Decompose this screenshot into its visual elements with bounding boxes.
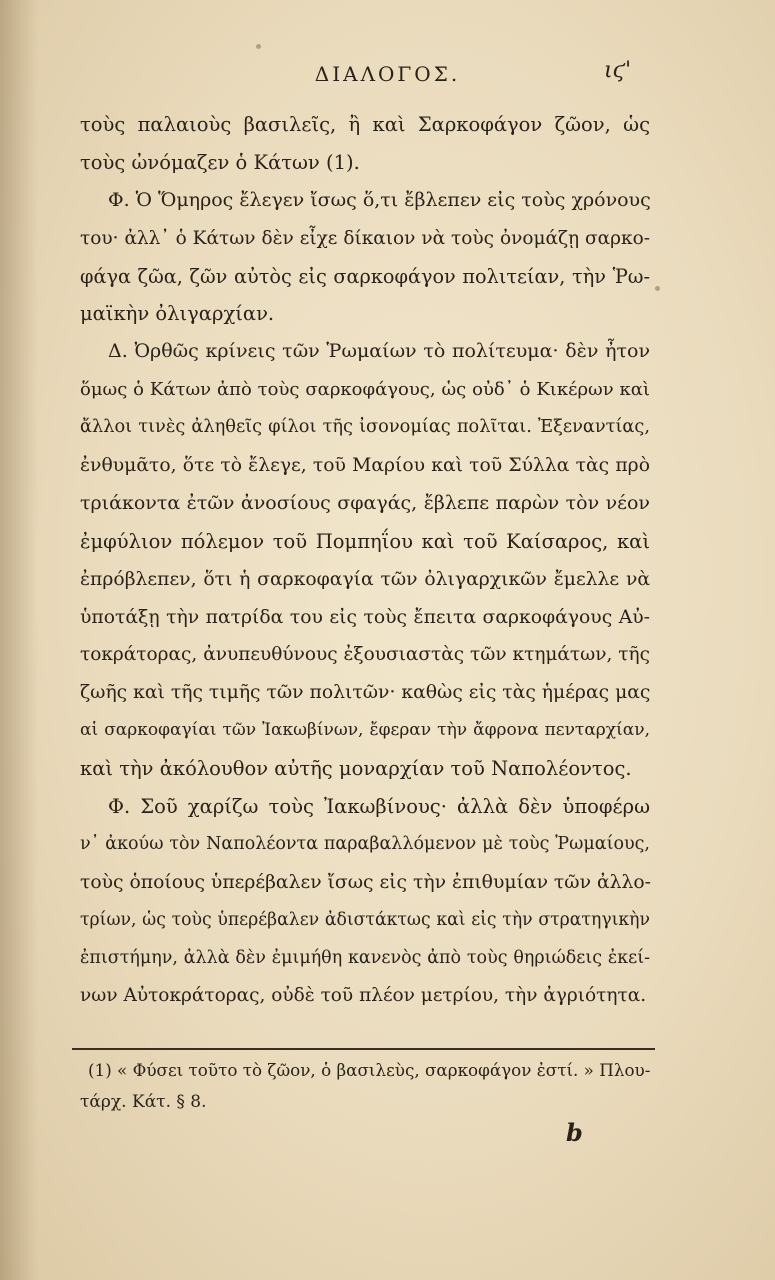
text-line: τοὺς ὁποίους ὑπερέβαλεν ἴσως εἰς τὴν ἐπιθυμίαν τῶν ἀλλο- (80, 871, 651, 893)
text-line: τρίων, ὡς τοὺς ὑπερέβαλεν ἀδιστάκτως καὶ εἰς τὴν στρατηγικὴν (80, 909, 650, 930)
text-line: τοὺς παλαιοὺς βασιλεῖς, ἢ καὶ Σαρκοφάγον ζῶον, ὡς (80, 113, 650, 136)
text-line: τοκράτορας, ἀνυπευθύνους ἐξουσιαστὰς τῶν κτημάτων, τῆς (80, 644, 650, 666)
text-line: ἐμφύλιον πόλεμον τοῦ Πομπηΐου καὶ τοῦ Καίσαρος, καὶ (80, 529, 650, 553)
text-line: ἐπιστήμην, ἀλλὰ δὲν ἐμιμήθη κανενὸς ἀπὸ τοὺς θηριώδεις ἐκεί- (80, 947, 650, 968)
text-line: ἐπρόβλεπεν, ὅτι ἡ σαρκοφαγία τῶν ὀλιγαρχικῶν ἔμελλε νὰ (80, 568, 650, 590)
text-line: φάγα ζῶα, ζῶν αὐτὸς εἰς σαρκοφάγον πολιτείαν, τὴν Ῥω- (80, 264, 650, 288)
text-line: καὶ τὴν ἀκόλουθον αὐτῆς μοναρχίαν τοῦ Ναπολέοντος. (80, 757, 632, 781)
text-line: Δ. Ὀρθῶς κρίνεις τῶν Ῥωμαίων τὸ πολίτευμα· δὲν ἦτον (108, 340, 650, 363)
foxing-spot (655, 286, 660, 291)
signature-mark: b (566, 1118, 583, 1147)
text-line: ἄλλοι τινὲς ἀληθεῖς φίλοι τῆς ἰσονομίας πολῖται. Ἐξεναντίας, (80, 417, 650, 438)
text-line: ἐνθυμᾶτο, ὅτε τὸ ἔλεγε, τοῦ Μαρίου καὶ τοῦ Σύλλα τὰς πρὸ (80, 455, 650, 477)
spine-shadow (0, 0, 38, 1280)
text-line: ζωῆς καὶ τῆς τιμῆς τῶν πολιτῶν· καθὼς εἰς τὰς ἡμέρας μας (80, 682, 651, 704)
text-line: ὑποτάξῃ τὴν πατρίδα του εἰς τοὺς ἔπειτα σαρκοφάγους Αὐ- (80, 606, 650, 628)
text-line: Φ. Ὁ Ὅμηρος ἔλεγεν ἴσως ὅ,τι ἔβλεπεν εἰς τοὺς χρόνους (108, 188, 651, 211)
text-line: ν᾿ ἀκούω τὸν Ναπολέοντα παραβαλλόμενον μὲ τοὺς Ῥωμαίους, (80, 833, 650, 854)
text-line: μαϊκὴν ὀλιγαρχίαν. (80, 302, 275, 326)
text-line: νων Αὐτοκράτορας, οὐδὲ τοῦ πλέον μετρίου, τὴν ἀγριότητα. (80, 985, 647, 1007)
text-line: ὅμως ὁ Κάτων ἀπὸ τοὺς σαρκοφάγους, ὡς οὐδ᾿ ὁ Κικέρων καὶ (80, 379, 650, 401)
page-number: ιϛ' (604, 58, 631, 83)
footnote-rule (72, 1048, 655, 1050)
text-line: αἱ σαρκοφαγίαι τῶν Ἰακωβίνων, ἔφεραν τὴν ἄφρονα πενταρχίαν, (80, 720, 650, 741)
text-line: του· ἀλλ᾿ ὁ Κάτων δὲν εἶχε δίκαιον νὰ τοὺς ὀνομάζῃ σαρκο- (80, 227, 650, 249)
footnote-line: (1) « Φύσει τοῦτο τὸ ζῶον, ὁ βασιλεὺς, σαρκοφάγον ἐστί. » Πλου- (88, 1060, 651, 1080)
foxing-spot (256, 44, 261, 49)
text-line: τοὺς ὠνόμαζεν ὁ Κάτων (1). (80, 150, 360, 174)
footnote-line: τάρχ. Κάτ. § 8. (80, 1092, 207, 1112)
main-text (80, 106, 650, 1015)
running-header-title: ΔΙΑΛΟΓΟΣ. (314, 62, 461, 86)
text-line: Φ. Σοῦ χαρίζω τοὺς Ἰακωβίνους· ἀλλὰ δὲν ὑποφέρω (108, 795, 650, 819)
text-line: τριάκοντα ἐτῶν ἀνοσίους σφαγάς, ἔβλεπε παρὼν τὸν νέον (80, 491, 650, 514)
